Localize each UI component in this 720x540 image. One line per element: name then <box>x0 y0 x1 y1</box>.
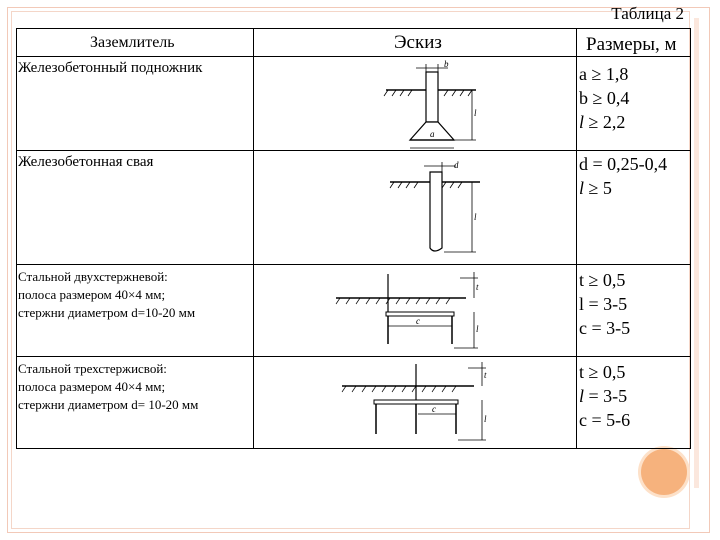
table-caption: Таблица 2 <box>611 4 684 23</box>
row3-bottom-border <box>16 356 691 357</box>
col1-right-border <box>253 28 254 449</box>
name-line: стержни диаметром d= 10-20 мм <box>18 397 199 412</box>
footing-a-label: a <box>430 129 435 139</box>
grounding-table <box>16 28 691 449</box>
two-rod-l-label: l <box>476 324 479 334</box>
dim-line: l = 3-5 <box>579 386 628 406</box>
row3-name <box>18 268 250 322</box>
header-grounding: Заземлитель <box>90 34 175 51</box>
header-sketch: Эскиз <box>394 32 442 53</box>
row1-dims <box>579 62 629 134</box>
dim-line: d = 0,25-0,4 <box>579 154 668 174</box>
table-left-border <box>16 28 17 449</box>
three-rod-l-label: l <box>484 414 487 424</box>
name-line: стержни диаметром d=10-20 мм <box>18 305 196 320</box>
dim-line: l ≥ 2,2 <box>579 112 626 132</box>
two-rod-sketch-icon <box>326 268 486 356</box>
name-line: полоса размером 40×4 мм; <box>18 379 166 394</box>
footing-l-label: l <box>474 108 477 118</box>
name-line: Стальной двухстержневой: <box>18 269 168 284</box>
header-bottom-border <box>16 56 691 57</box>
decorative-circle <box>641 449 687 495</box>
three-rod-t-label: t <box>484 370 487 380</box>
dim-line: l = 3-5 <box>579 294 628 314</box>
dim-line: c = 5-6 <box>579 410 631 430</box>
three-rod-sketch-icon <box>334 360 494 448</box>
row1-name: Железобетонный подножник <box>18 60 203 76</box>
table-right-border <box>690 28 691 449</box>
two-rod-t-label: t <box>476 282 479 292</box>
footing-b-label: b <box>444 60 449 69</box>
pile-d-label: d <box>454 160 459 170</box>
header-dimensions: Размеры, м <box>586 34 677 55</box>
row4-dims <box>579 360 630 432</box>
two-rod-c-label: c <box>416 316 420 326</box>
row4-name <box>18 360 250 414</box>
col2-right-border <box>576 28 577 449</box>
name-line: полоса размером 40×4 мм; <box>18 287 166 302</box>
row3-dims <box>579 268 630 340</box>
dim-line: t ≥ 0,5 <box>579 270 626 290</box>
table-top-border <box>16 28 691 29</box>
row2-name: Железобетонная свая <box>18 154 154 170</box>
pile-sketch-icon <box>384 158 484 262</box>
name-line: Стальной трехстержисвой: <box>18 361 167 376</box>
row2-dims <box>579 152 667 200</box>
row2-bottom-border <box>16 264 691 265</box>
dim-line: b ≥ 0,4 <box>579 88 630 108</box>
dim-line: l ≥ 5 <box>579 178 612 198</box>
dim-line: c = 3-5 <box>579 318 631 338</box>
three-rod-c-label: c <box>432 404 436 414</box>
pile-l-label: l <box>474 212 477 222</box>
table-bottom-border <box>16 448 691 449</box>
dim-line: a ≥ 1,8 <box>579 64 629 84</box>
row1-bottom-border <box>16 150 691 151</box>
footing-sketch-icon <box>376 60 496 152</box>
dim-line: t ≥ 0,5 <box>579 362 626 382</box>
decorative-side-bar <box>694 18 699 488</box>
